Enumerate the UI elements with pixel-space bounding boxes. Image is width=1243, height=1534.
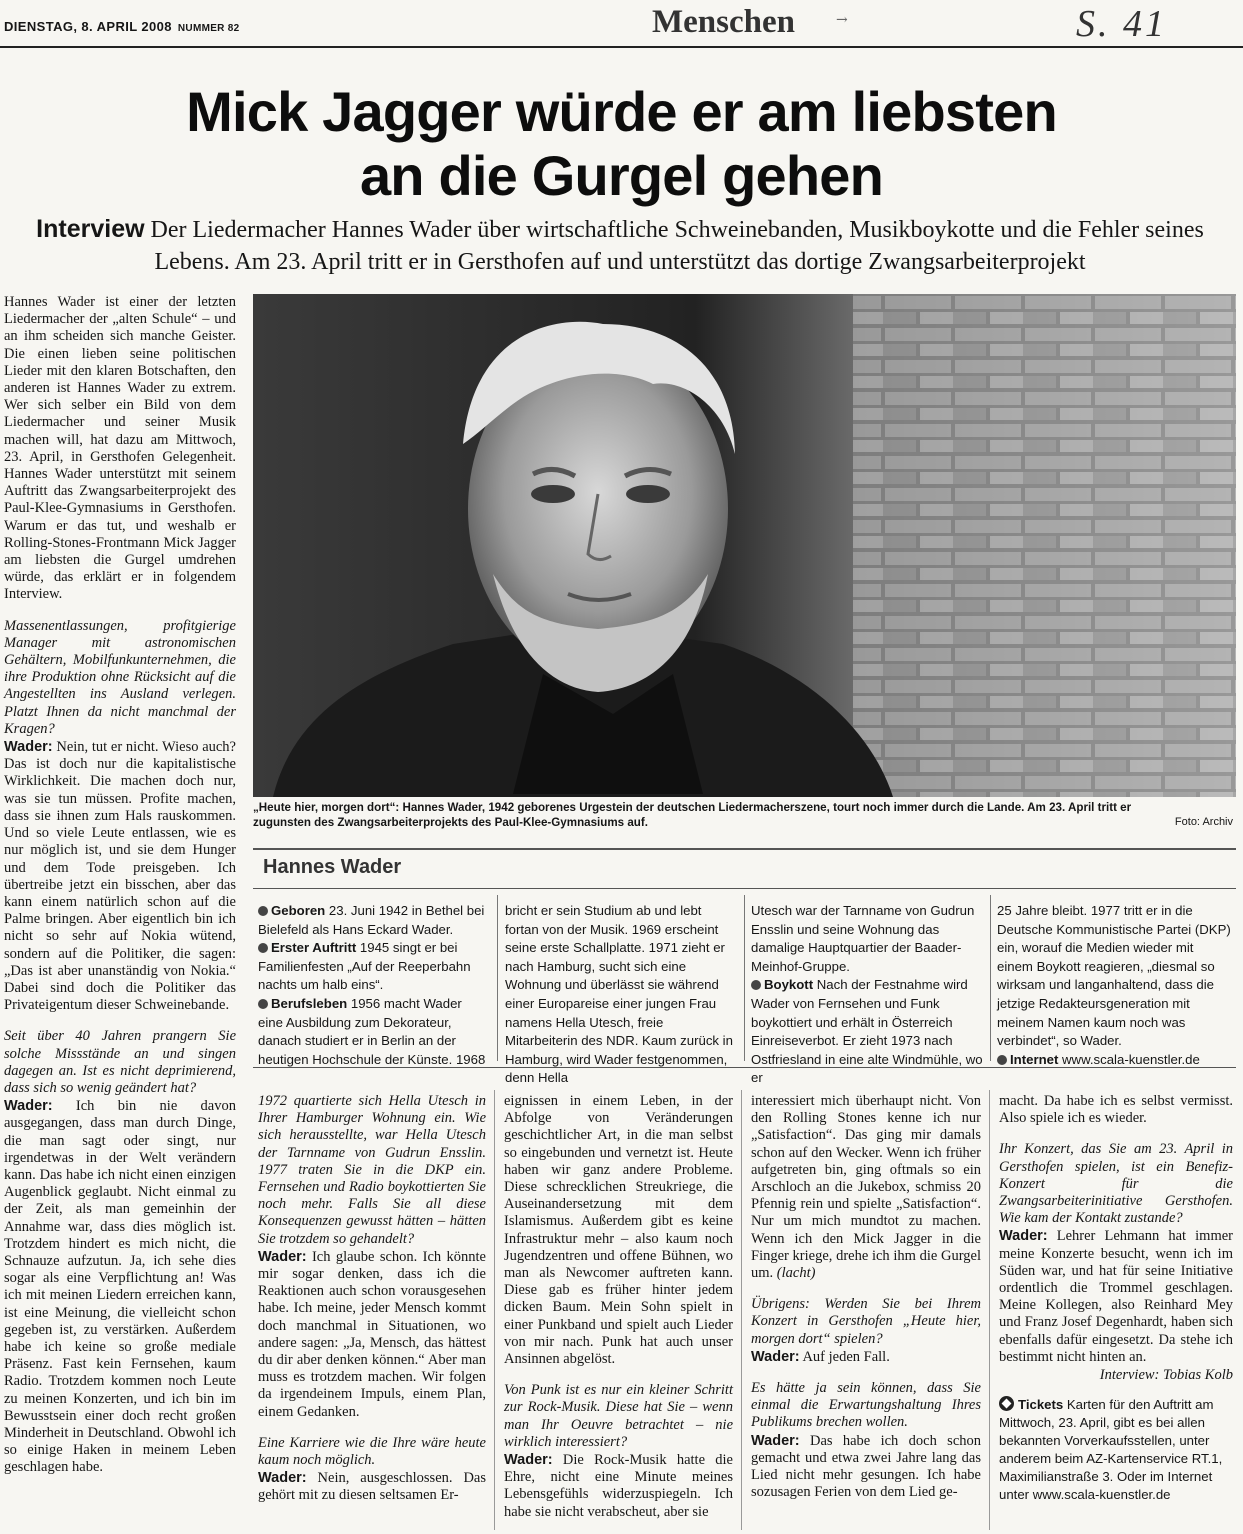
issue-number: NUMMER 82: [177, 23, 240, 34]
column-3: [504, 1093, 733, 1521]
headline: [60, 80, 1183, 208]
bio-column-2: bricht er sein Studium ab und lebt fortan von der Musik. 1969 erscheint seine erste Schallplatte. 1971 zieht er nach Hamburg, sucht sich eine Wohnung und überlässt sie während einer Europareise einer jungen Frau namens Hella Utesch, freie Mitarbeiterin des NDR. Kaum zurück in Hamburg, wird Wader festgenommen, denn Hella: [505, 903, 733, 1086]
photo-credit: Foto: Archiv: [1174, 816, 1233, 828]
question-7: Es hätte ja sein können, dass Sie einmal die Erwartungshaltung Ihres Publikums brechen wollen.: [751, 1380, 981, 1431]
question-2: Seit über 40 Jahren prangern Sie solche Missstände an und singen dagegen an. Ist es nicht deprimierend, dass sich so wenig geändert hat?: [4, 1028, 236, 1096]
portrait-photo: [253, 294, 1236, 797]
question-8: Ihr Konzert, das Sie am 23. April in Gersthofen spielen, ist ein Benefiz-Konzert für die Zwangsarbeiterinitiative Gersthofen. Wie kam der Kontakt zustande?: [999, 1141, 1233, 1227]
handwritten-page-note: S. 41: [1076, 3, 1167, 45]
question-5: Von Punk ist es nur ein kleiner Schritt zur Rock-Musik. Diese hat Sie – wenn man Ihr Oeuvre betrachtet – nie wirklich interessiert?: [504, 1382, 733, 1450]
laugh-note: (lacht): [776, 1265, 816, 1282]
column-4: [751, 1093, 981, 1501]
answer-1: Wader: Nein, tut er nicht. Wieso auch? Das ist doch nur die kapitalistische Wirklichkeit. Die machen doch nur, was sie tun müssen. Profite machen, dass sie ihnen zum Hals rauskommen. Und so viele Leute entlassen, wie es nur möglich ist, und sie dem Hunger und dem Tode preisgeben. Ich übertreibe jetzt ein bisschen, aber das kann einem natürlich schon auf die Palme bringen. Aber eigentlich bin ich nicht so sehr auf Nokia wütend, sondern auf die Politiker, die sagen: „Das ist aber unanständig von Nokia.“ Dabei sind doch die Politiker das Privateigentum dieser Schweinebande.: [4, 739, 236, 1014]
column-2: [258, 1093, 486, 1505]
column-divider: [741, 1090, 742, 1530]
bullet-icon: [751, 980, 761, 990]
internet-link[interactable]: www.scala-kuenstler.de: [1062, 1051, 1200, 1067]
margin-mark: →: [836, 12, 848, 28]
answer-8: Wader: Lehrer Lehmann hat immer meine Konzerte besucht, wenn ich im Süden war, und hat für seine Initiative ordentlich die Trommel geschlagen. Meine Kollegen, also Reinhard Mey und Franz Josef Degenhardt, haben sich ebenfalls dafür eingesetzt. Da stehe ich bestimmt nicht hinten an.: [999, 1228, 1233, 1365]
bio-box-rule: [253, 888, 1236, 889]
column-divider: [497, 895, 498, 1061]
column-divider: [744, 895, 745, 1061]
header-date: DIENSTAG, 8. APRIL 2008 NUMMER 82: [4, 19, 240, 34]
column-divider: [989, 1090, 990, 1530]
answer-5: Wader: Die Rock-Musik hatte die Ehre, nicht eine Minute meines Lebensgefühls widerzuspiegeln. Ich habe sie nicht verabscheut, aber sie: [504, 1452, 733, 1520]
bio-box-title: Hannes Wader: [263, 856, 402, 878]
speaker-label: Wader:: [258, 1248, 307, 1265]
answer-2: Wader: Ich bin nie davon ausgegangen, dass man durch Dinge, die man sagt oder singt, nur irgendetwas in der Welt verändern kann. Das habe ich nicht einen einzigen Augenblick geglaubt. Nicht einmal zu der Zeit, als man gemeinhin der Annahme war, dass dies möglich ist. Trotzdem hindert es mich nicht, die Schnauze aufzutun. Ja, ich sehe dies sogar als eine Verpflichtung an! Was ich mit meinen Liedern erreichen kann, ist eine Meinung, die vielleicht schon gegeben ist, zu verstärken. Außerdem habe ich keine so große mediale Präsenz. Fast kein Fernsehen, kaum Radio. Trotzdem kommen noch Leute zu meinen Konzerten, und ich bin im Bewusstsein einer doch recht großen Minderheit in Deutschland. Obwohl ich so einige Haken in meinem Leben geschlagen habe.: [4, 1098, 236, 1476]
question-3: 1972 quartierte sich Hella Utesch in Ihrer Hamburger Wohnung ein. Wie sich herausstellte, war Hella Utesch der Tarnname von Gudrun Ensslin. 1977 traten Sie in die DKP ein. Fernsehen und Radio boykottierten Sie noch mehr. Falls Sie all diese Konsequenzen gewusst hätten – hätten Sie trotzdem so gehandelt?: [258, 1093, 486, 1247]
answer-6: Wader: Auf jeden Fall.: [751, 1348, 890, 1365]
bullet-icon: [258, 943, 268, 953]
headline-line-2: an die Gurgel gehen: [359, 144, 884, 207]
speaker-label: Wader:: [258, 1470, 307, 1487]
bullet-icon: [997, 1055, 1007, 1065]
left-column: [4, 294, 236, 1477]
interview-byline: Interview: Tobias Kolb: [1099, 1367, 1233, 1384]
column-divider: [990, 895, 991, 1061]
photo-caption: „Heute hier, morgen dort“: Hannes Wader, 1942 geborenes Urgestein der deutschen Liedermacherszene, tourt noch immer durch die Lande. Am 23. April tritt er zugunsten des Zwangsarbeiterprojekts des Paul-Klee-Gymnasiums auf.: [253, 801, 1132, 829]
deck-line-2: Lebens. Am 23. April tritt er in Gersthofen auf und unterstützt das dortige Zwangsarbeiterprojekt: [154, 249, 1086, 275]
deck-line-1: Der Liedermacher Hannes Wader über wirtschaftliche Schweinebanden, Musikboykotte und die Fehler seines: [150, 217, 1204, 243]
headline-line-1: Mick Jagger würde er am liebsten: [186, 80, 1057, 143]
portrait-illustration: [253, 294, 1236, 797]
answer-4-continued: eignissen in einem Leben, in der Abfolge von Veränderungen geschichtlicher Art, in die man selbst so eingebunden und vernetzt ist. Heute haben wir ganz andere Probleme. Diese schrecklichen Streukriege, die Auseinandersetzung mit dem Islamismus. Außerdem gibt es keine Infrastruktur mehr – also kaum noch Jugendzentren und offene Bühnen, wo man als Newcomer auftreten kann. Diese gab es früher hinter jedem dicken Baum. Mein Sohn spielt in einer Punkband und spielt auch Lieder von mir nach. Punk hat auch unser Ansinnen abgelöst.: [504, 1093, 733, 1368]
bullet-icon: [258, 999, 268, 1009]
speaker-label: Wader:: [4, 1098, 53, 1115]
ticket-icon: [999, 1396, 1014, 1411]
answer-7-continued: macht. Da habe ich es selbst vermisst. Also spiele ich es wieder.: [999, 1093, 1233, 1127]
speaker-label: Wader:: [504, 1452, 553, 1469]
question-6: Übrigens: Werden Sie bei Ihrem Konzert in Gersthofen „Heute hier, morgen dort“ spielen?: [751, 1296, 981, 1347]
intro-paragraph: Hannes Wader ist einer der letzten Liedermacher der „alten Schule“ – und an ihm scheiden sich manche Geister. Die einen lieben seine politischen Lieder mit den klaren Botschaften, den anderen ist Hannes Wader zu extrem. Wer sich selber ein Bild von dem Liedermacher und seiner Musik machen will, hat dazu am Mittwoch, 23. April, in Gersthofen Gelegenheit. Hannes Wader unterstützt mit seinem Auftritt das Zwangsarbeiterprojekt des Paul-Klee-Gymnasiums in Gersthofen. Warum er das tut, und weshalb er Rolling-Stones-Frontmann Mick Jagger am liebsten die Gurgel umdrehen würde, das erklärt er in folgendem Interview.: [4, 294, 236, 603]
question-4: Eine Karriere wie die Ihre wäre heute kaum noch möglich.: [258, 1434, 486, 1469]
deck: [4, 213, 1236, 278]
column-5: [999, 1093, 1233, 1504]
answer-5-continued: interessiert mich überhaupt nicht. Von den Rolling Stones kenne ich nur „Satisfaction“. Das ging mir damals schon auf den Wecker. Wenn ich früher aufgetreten bin, ging oftmals so ein Arschloch an die Jukebox, schmiss 20 Pfennig rein und spielte „Satisfaction“. Nur um mich mundtot zu machen. Wenn ich den Mick Jagger in die Finger kriege, drehe ich ihm die Gurgel um. (lacht): [751, 1093, 981, 1282]
question-1: Massenentlassungen, profitgierige Manager mit astronomischen Gehältern, Mobilfunkunternehmen, die ihre Produktion ohne Rücksicht auf die Angestellten ins Ausland verlegen. Platzt Ihnen da nicht manchmal der Kragen?: [4, 617, 236, 737]
answer-4: Wader: Nein, ausgeschlossen. Das gehört mit zu diesen seltsamen Er-: [258, 1470, 486, 1504]
bio-column-1: Geboren 23. Juni 1942 in Bethel bei Bielefeld als Hans Eckard Wader. Erster Auftritt 1945 singt er bei Familienfesten „Auf der Reeperbahn nachts um halb eins“. Berufsleben 1956 macht Wader eine Ausbildung zum Dekorateur, danach studiert er in Berlin an der heutigen Hochschule der Künste. 1968: [258, 903, 486, 1067]
section-title: Menschen: [652, 4, 795, 40]
answer-7: Wader: Das habe ich doch schon gemacht und etwa zwei Jahre lang das Lied nicht mehr gesungen. Ich habe sozusagen Ferien von dem Lied ge-: [751, 1432, 982, 1501]
speaker-label: Wader:: [751, 1348, 800, 1365]
tickets-info: Tickets Karten für den Auftritt am Mittwoch, 23. April, gibt es bei allen bekannten Vorverkaufsstellen, unter anderem beim AZ-Kartenservice RT.1, Maximilianstraße 3. Oder im Internet unter www.scala-kuenstler.de: [999, 1397, 1223, 1503]
deck-kicker: Interview: [36, 215, 145, 243]
answer-3: Wader: Ich glaube schon. Ich könnte mir sogar denken, dass ich die Reaktionen auch schon vorausgesehen habe. Ich meine, jeder Mensch kommt doch manchmal in Situationen, wo andere sagen: „Ja, Mensch, das hättest du dir aber denken können.“ Aber man muss es trotzdem machen. Wir folgen da irgendeinem Impuls, einem Plan, einem Gedanken.: [258, 1248, 486, 1420]
bio-column-4: 25 Jahre bleibt. 1977 tritt er in die Deutsche Kommunistische Partei (DKP) ein, worauf die Medien wieder mit einem Boykott reagieren, „diesmal so wirksam und langanhaltend, dass die jetzige Redakteursgeneration mit meinem Namen kaum noch was verbindet“, so Wader. Internet www.scala-kuenstler.de: [997, 903, 1231, 1067]
speaker-label: Wader:: [751, 1432, 800, 1449]
bullet-icon: [258, 906, 268, 916]
speaker-label: Wader:: [999, 1228, 1048, 1245]
header-rule: [0, 46, 1243, 48]
speaker-label: Wader:: [4, 739, 53, 756]
column-divider: [494, 1090, 495, 1530]
bio-column-3: Utesch war der Tarnname von Gudrun Ensslin und seine Wohnung das damalige Hauptquartier der Baader-Meinhof-Gruppe. Boykott Nach der Festnahme wird Wader von Fernsehen und Funk boykottiert und erhält in Österreich Einreiseverbot. Er zieht 1973 nach Ostfriesland in eine alte Windmühle, wo er: [751, 903, 983, 1086]
